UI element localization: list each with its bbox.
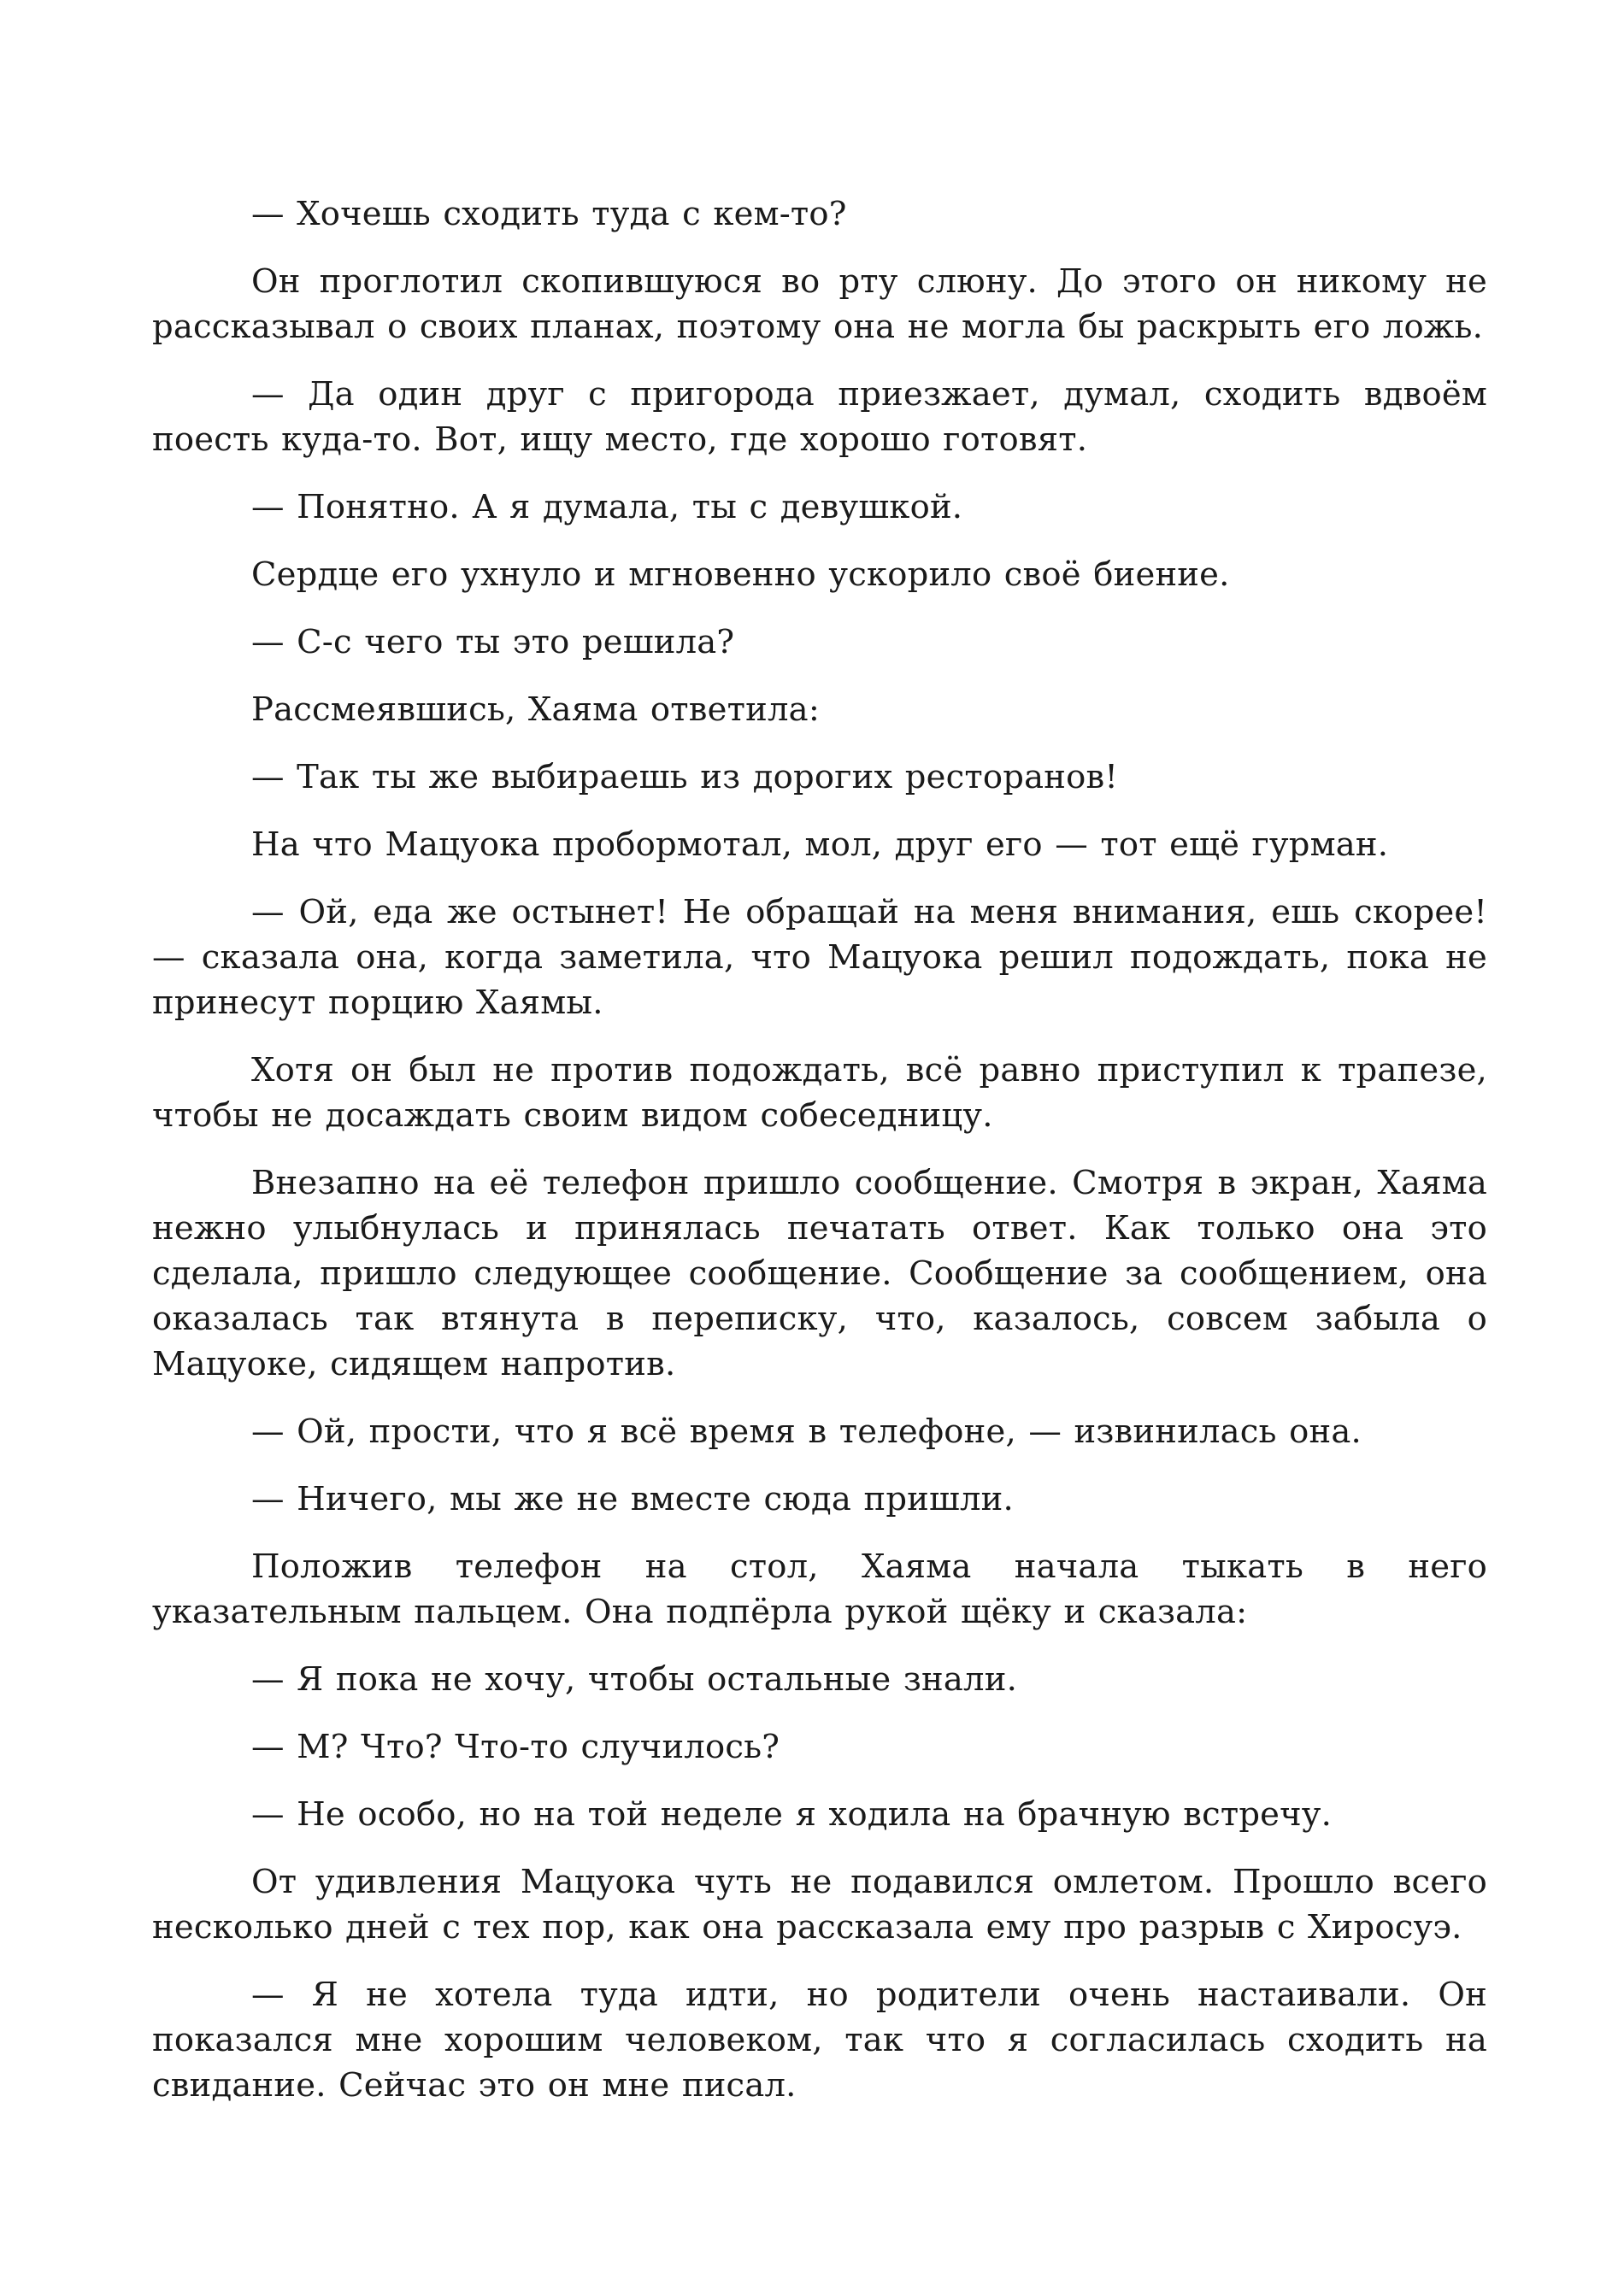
paragraph: — Так ты же выбираешь из дорогих ресторанов!: [251, 758, 1119, 796]
paragraph: Положив телефон на стол, Хаяма начала тыкать в него указательным пальцем. Она подпёрла рукой щёку и сказала:: [152, 1547, 1487, 1631]
paragraph: Он проглотил скопившуюся во рту слюну. До этого он никому не рассказывал о своих планах, поэтому она не могла бы раскрыть его ложь.: [152, 262, 1487, 346]
paragraph: — М? Что? Что-то случилось?: [251, 1728, 780, 1766]
paragraph: — Понятно. А я думала, ты с девушкой.: [251, 488, 963, 526]
paragraph: — Я пока не хочу, чтобы остальные знали.: [251, 1660, 1018, 1699]
paragraph: — Ничего, мы же не вместе сюда пришли.: [251, 1480, 1014, 1518]
paragraph: — Да один друг с пригорода приезжает, думал, сходить вдвоём поесть куда-то. Вот, ищу место, где хорошо готовят.: [152, 375, 1487, 459]
paragraph: — Ой, прости, что я всё время в телефоне, — извинилась она.: [251, 1412, 1362, 1451]
paragraph: — Хочешь сходить туда с кем-то?: [251, 195, 847, 233]
paragraph: Хотя он был не против подождать, всё равно приступил к трапезе, чтобы не досаждать своим видом собеседницу.: [152, 1051, 1487, 1135]
paragraph: — С-с чего ты это решила?: [251, 623, 735, 661]
paragraph: — Не особо, но на той неделе я ходила на брачную встречу.: [251, 1795, 1333, 1834]
paragraph: — Я не хотела туда идти, но родители очень настаивали. Он показался мне хорошим человеком, так что я согласилась сходить на свидание. Сейчас это он мне писал.: [152, 1976, 1487, 2105]
paragraph: На что Мацуока пробормотал, мол, друг его — тот ещё гурман.: [251, 825, 1389, 864]
paragraph: Внезапно на её телефон пришло сообщение. Смотря в экран, Хаяма нежно улыбнулась и принялась печатать ответ. Как только она это сделала, пришло следующее сообщение. Сообщение за сообщением, она оказалась так втянута в переписку, что, казалось, совсем забыла о Мацуоке, сидящем напротив.: [152, 1164, 1487, 1383]
paragraph: Сердце его ухнуло и мгновенно ускорило своё биение.: [251, 555, 1230, 594]
paragraph: От удивления Мацуока чуть не подавился омлетом. Прошло всего несколько дней с тех пор, как она рассказала ему про разрыв с Хиросуэ.: [152, 1863, 1487, 1947]
paragraph: Рассмеявшись, Хаяма ответила:: [251, 690, 820, 729]
paragraph: — Ой, еда же остынет! Не обращай на меня внимания, ешь скорее! — сказала она, когда заметила, что Мацуока решил подождать, пока не принесут порцию Хаямы.: [152, 893, 1487, 1022]
text-body: [152, 191, 1487, 2108]
